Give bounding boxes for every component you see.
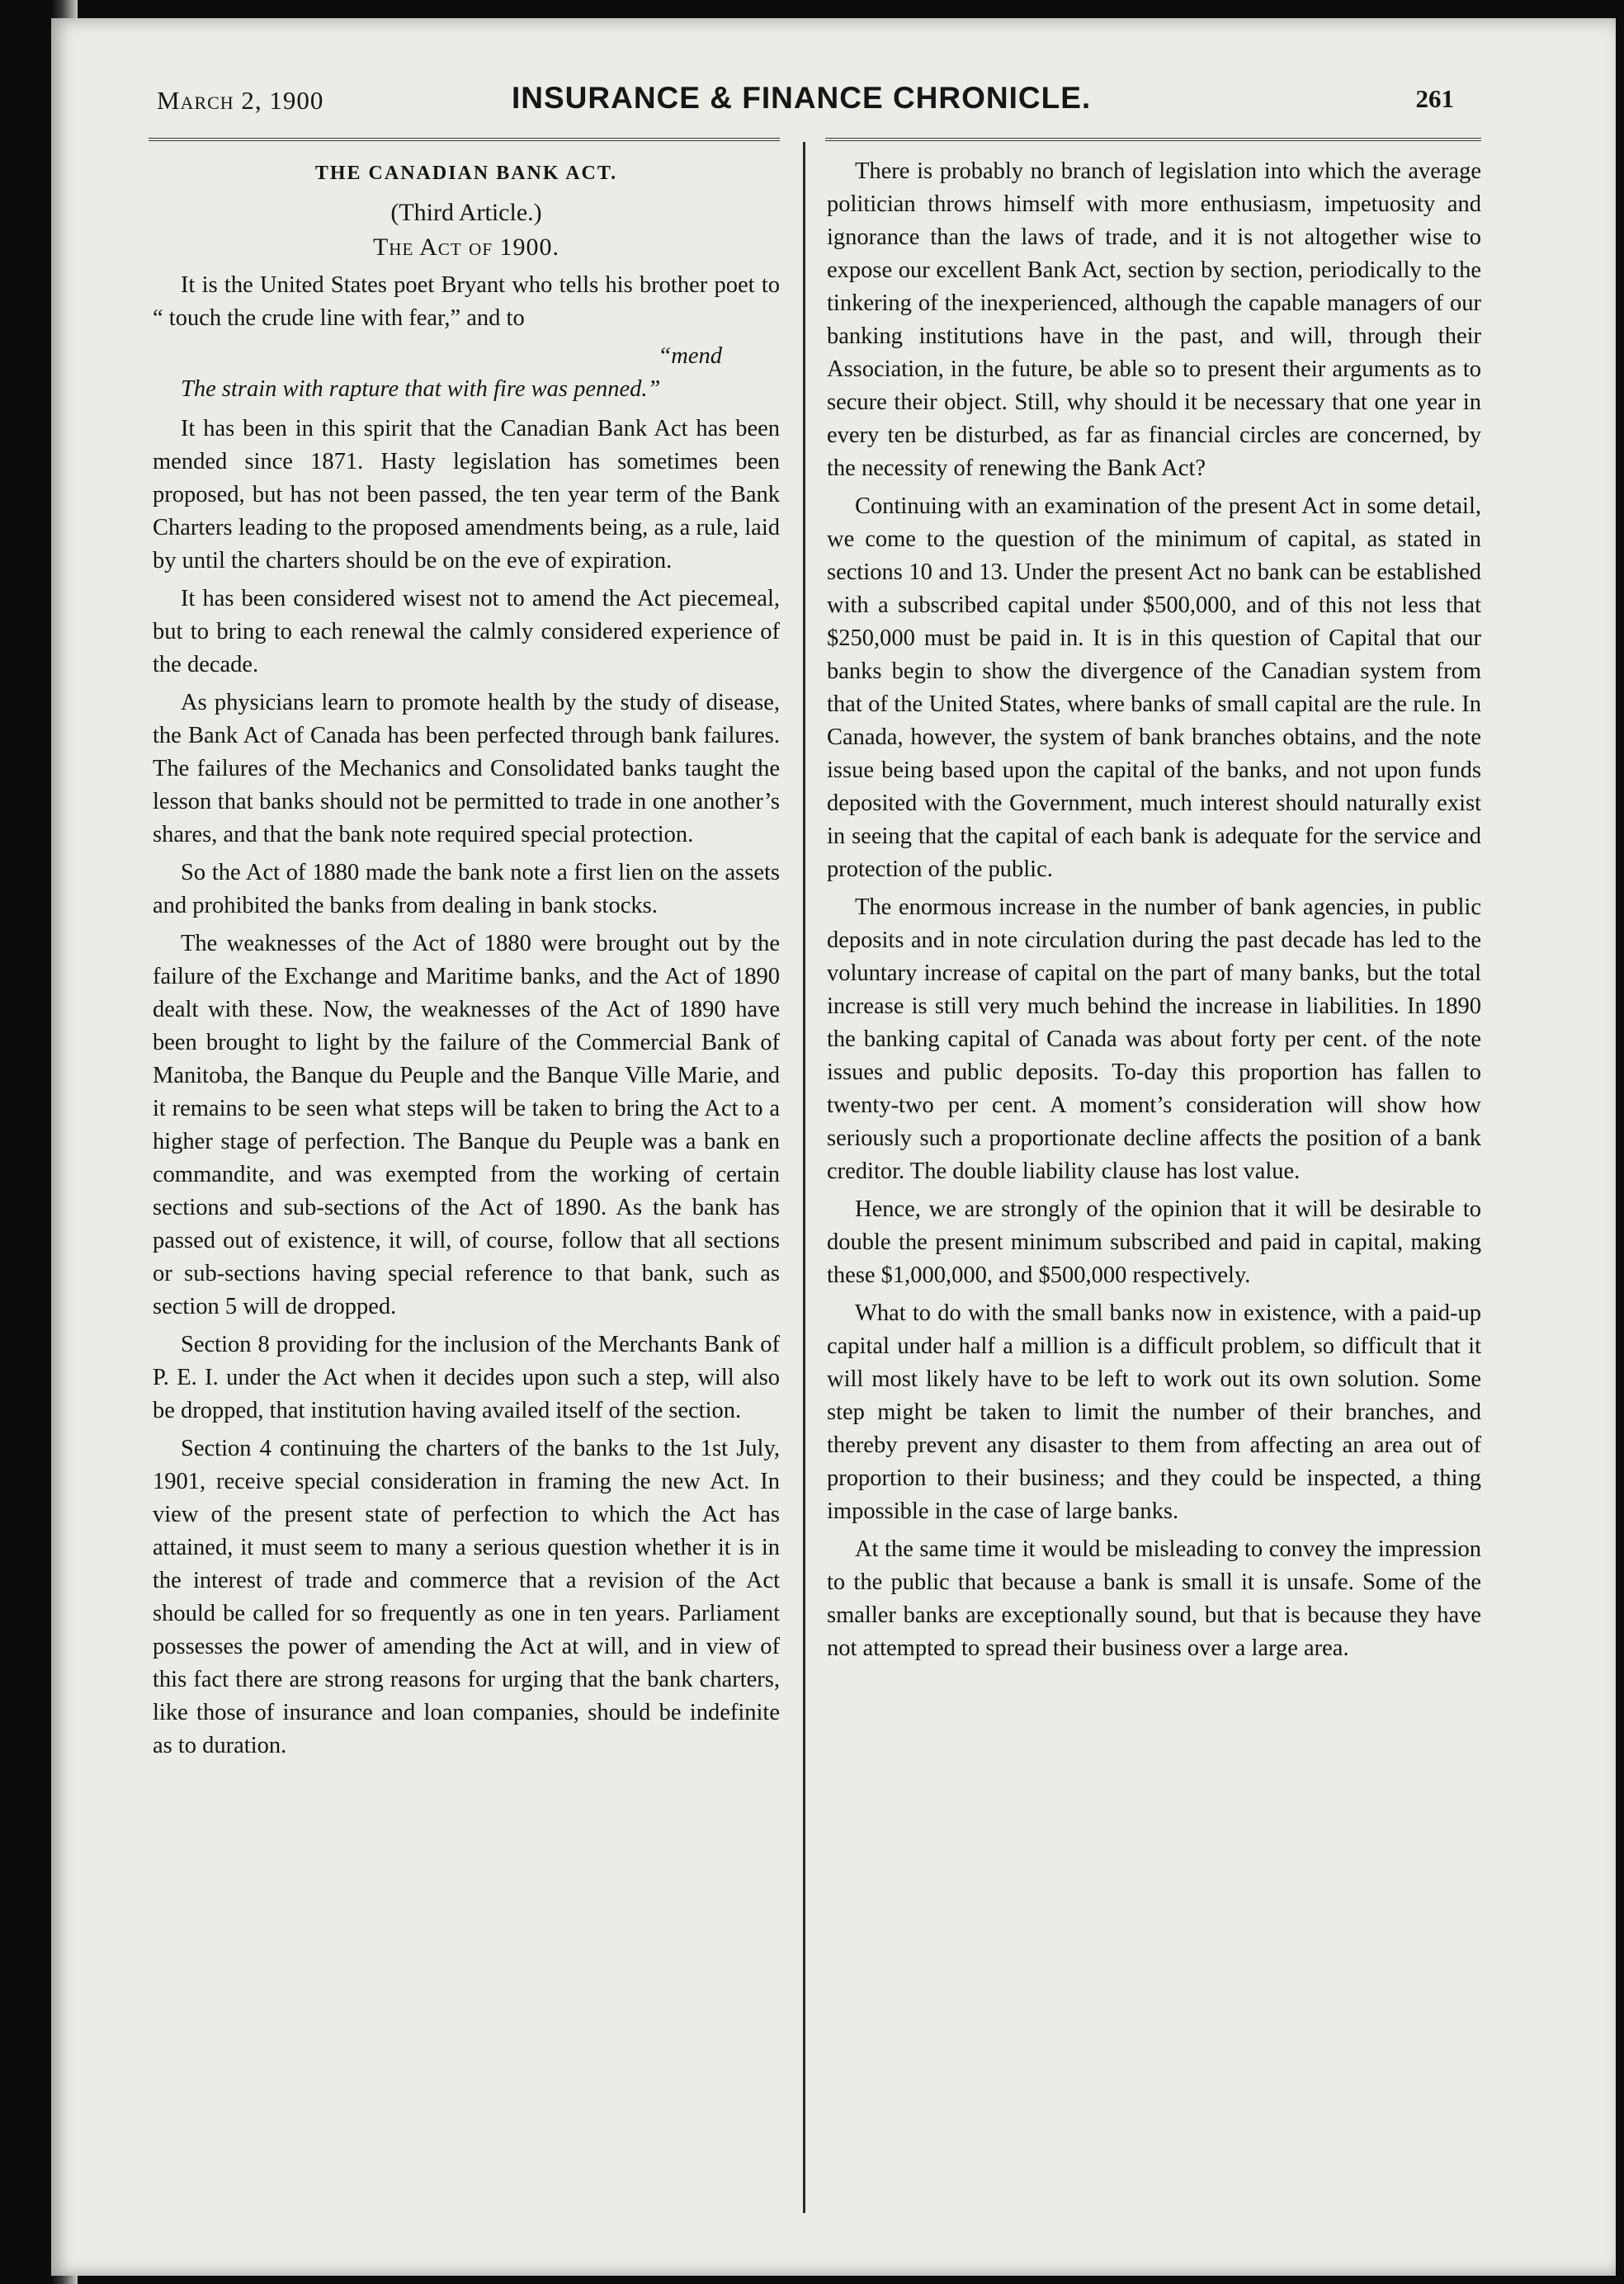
paragraph: What to do with the small banks now in existence, with a paid-up capital under half a million is a difficult problem, so difficult that it will most likely have to be left to work out its own solution. Some step might be taken to limit the number of their branches, and thereby prevent any disaster to them from affecting an area out of proportion to their business; and they could be inspected, a thing impossible in the case of large banks.: [827, 1300, 1481, 1524]
paragraph: As physicians learn to promote health by the study of disease, the Bank Act of Canada has been perfected through bank failures. The failures of the Mechanics and Consolidated banks taught the lesson that banks should not be permitted to trade in one another’s shares, and that the bank note required special protection.: [153, 690, 780, 847]
paragraph: Hence, we are strongly of the opinion that it will be desirable to double the present minimum subscribed and paid in capital, making these $1,000,000, and $500,000 respectively.: [827, 1196, 1481, 1288]
column-divider: [803, 142, 805, 2213]
right-column: [827, 155, 1481, 1670]
header-rule-right: [825, 138, 1481, 141]
quote-line: The strain with rapture that with fire was penned.”: [181, 376, 661, 402]
paragraph: It has been considered wisest not to amend the Act piecemeal, but to bring to each renewal the calmly considered experience of the decade.: [153, 586, 780, 677]
issue-date: March 2, 1900: [157, 86, 324, 115]
page-header: [107, 71, 1485, 120]
quote-intro: It is the United States poet Bryant who tells his brother poet to “ touch the crude line with fear,” and to: [153, 272, 780, 331]
article-title: THE CANADIAN BANK ACT.: [314, 163, 618, 184]
quote-mend: “mend: [658, 343, 722, 369]
paragraph: At the same time it would be misleading to convey the impression to the public that because a bank is small it is unsafe. Some of the smaller banks are exceptionally sound, but that is because they have not attempted to spread their business over a large area.: [827, 1536, 1481, 1661]
paragraph: The enormous increase in the number of bank agencies, in public deposits and in note circulation during the past decade has led to the voluntary increase of capital on the part of many banks, but the total increase is still very much behind the increase in liabilities. In 1890 the banking capital of Canada was about forty per cent. of the note issues and public deposits. To-day this proportion has fallen to twenty-two per cent. A moment’s consideration will show how seriously such a proportionate decline affects the position of a bank creditor. The double liability clause has lost value.: [827, 894, 1481, 1184]
paragraph: So the Act of 1880 made the bank note a first lien on the assets and prohibited the banks from dealing in bank stocks.: [153, 860, 780, 918]
paragraph: The weaknesses of the Act of 1880 were brought out by the failure of the Exchange and Maritime banks, and the Act of 1890 dealt with these. Now, the weaknesses of the Act of 1890 have been brought to light by the failure of the Commercial Bank of Manitoba, the Banque du Peuple and the Banque Ville Marie, and it remains to be seen what steps will be taken to bring the Act to a higher stage of perfection. The Banque du Peuple was a bank en commandite, and was exempted from the working of certain sections and sub-sections of the Act of 1890. As the bank has passed out of existence, it will, of course, follow that all sections or sub-sections having special reference to that bank, such as section 5 will de dropped.: [153, 931, 780, 1319]
paragraph: There is probably no branch of legislation into which the average politician throws himself with more enthusiasm, impetuosity and ignorance than the laws of trade, and it is not altogether wise to expose our excellent Bank Act, section by section, periodically to the tinkering of the inexperienced, although the capable managers of our banking institutions have in the past, and will, through their Association, in the future, be able so to present their arguments as to secure their object. Still, why should it be necessary that one year in every ten be disturbed, as far as financial circles are concerned, by the necessity of renewing the Bank Act?: [827, 158, 1481, 481]
page-number: 261: [1415, 84, 1454, 113]
section-heading: The Act of 1900.: [372, 234, 559, 261]
paragraph: It has been in this spirit that the Canadian Bank Act has been mended since 1871. Hasty legislation has sometimes been proposed, but has not been passed, the ten year term of the Bank Charters leading to the proposed amendments being, as a rule, laid by until the charters should be on the eve of expiration.: [153, 416, 780, 573]
left-column: [153, 155, 780, 1767]
paragraph: Section 4 continuing the charters of the banks to the 1st July, 1901, receive special consideration in framing the new Act. In view of the present state of perfection to which the Act has attained, it must seem to many a serious question whether it is in the interest of trade and commerce that a revision of the Act should be called for so frequently as one in ten years. Parliament possesses the power of amending the Act at will, and in view of this fact there are strong reasons for urging that the bank charters, like those of insurance and loan companies, should be indefinite as to duration.: [153, 1436, 780, 1758]
paragraph: Section 8 providing for the inclusion of the Merchants Bank of P. E. I. under the Act when it decides upon such a step, will also be dropped, that institution having availed itself of the section.: [153, 1332, 780, 1423]
article-subtitle: (Third Article.): [390, 199, 542, 226]
header-rule-left: [149, 138, 780, 141]
paragraph: Continuing with an examination of the present Act in some detail, we come to the question of the minimum of capital, as stated in sections 10 and 13. Under the present Act no bank can be established with a subscribed capital under $500,000, and of this not less that $250,000 must be paid in. It is in this question of Capital that our banks begin to show the divergence of the Canadian system from that of the United States, where banks of small capital are the rule. In Canada, however, the system of bank branches obtains, and the note issue being based upon the capital of the banks, and not upon funds deposited with the Government, much interest should naturally exist in seeing that the capital of each bank is adequate for the service and protection of the public.: [827, 493, 1481, 882]
publication-title: INSURANCE & FINANCE CHRONICLE.: [512, 81, 1092, 115]
